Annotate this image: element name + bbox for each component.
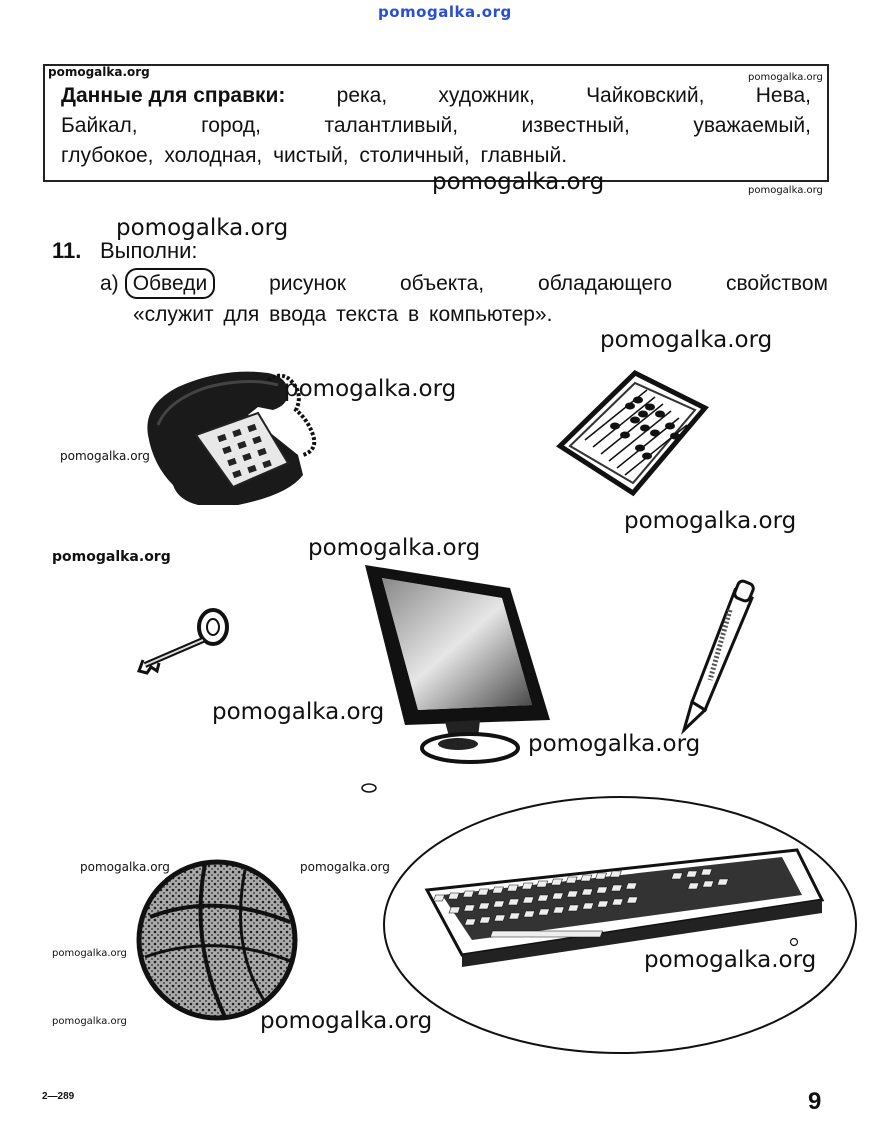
reference-word: город, xyxy=(201,114,261,137)
item-letter: а) xyxy=(100,272,119,295)
keyboard-image xyxy=(382,795,862,1057)
ball-image xyxy=(135,852,300,1027)
watermark: pomogalka.org xyxy=(48,65,150,79)
watermark: pomogalka.org xyxy=(748,185,823,196)
watermark: pomogalka.org xyxy=(748,72,823,83)
reference-line-2 xyxy=(61,114,811,138)
task-number: 11. xyxy=(52,238,82,263)
pen-image xyxy=(670,580,770,740)
circled-word: Обведи xyxy=(125,268,215,299)
abacus-image xyxy=(555,368,710,498)
print-code: 2—289 xyxy=(42,1091,75,1102)
watermark: pomogalka.org xyxy=(300,860,390,874)
page-number: 9 xyxy=(808,1088,822,1115)
watermark: pomogalka.org xyxy=(528,731,701,757)
watermark: pomogalka.org xyxy=(260,1008,433,1034)
watermark: pomogalka.org xyxy=(52,1016,127,1027)
watermark: pomogalka.org xyxy=(80,860,170,874)
reference-word: Чайковский, xyxy=(586,84,705,107)
task-word: объекта, xyxy=(399,272,485,295)
watermark: pomogalka.org xyxy=(60,449,150,463)
watermark: pomogalka.org xyxy=(644,947,817,973)
reference-word: уважаемый, xyxy=(693,114,811,137)
reference-word: Нева, xyxy=(755,84,811,107)
reference-line-1 xyxy=(61,84,811,108)
watermark: pomogalka.org xyxy=(308,535,481,561)
task-word: свойством xyxy=(725,272,828,295)
reference-box xyxy=(43,64,829,182)
watermark: pomogalka.org xyxy=(52,948,127,959)
reference-line-3 xyxy=(61,144,811,168)
reference-word: талантливый, xyxy=(324,114,459,137)
task-word: рисунок xyxy=(269,272,346,295)
watermark: pomogalka.org xyxy=(284,376,457,402)
watermark: pomogalka.org xyxy=(52,549,171,565)
site-header[interactable]: pomogalka.org xyxy=(378,3,512,21)
task-word: обладающего xyxy=(538,272,673,295)
watermark: pomogalka.org xyxy=(624,508,797,534)
reference-words: глубокое, холодная, чистый, столичный, главный. xyxy=(61,144,568,167)
task-item-a-line2: «служит для ввода текста в компьютер». xyxy=(133,303,553,326)
watermark: pomogalka.org xyxy=(116,215,289,241)
reference-heading: Данные для справки: xyxy=(61,84,286,107)
task-title: Выполни: xyxy=(100,238,198,263)
watermark: pomogalka.org xyxy=(600,327,773,353)
reference-word: художник, xyxy=(438,84,535,107)
key-image xyxy=(135,605,235,680)
watermark: pomogalka.org xyxy=(432,169,605,195)
watermark: pomogalka.org xyxy=(212,699,385,725)
reference-word: река, xyxy=(336,84,388,107)
task-item-a-line1 xyxy=(100,272,215,296)
small-oval xyxy=(360,781,380,795)
reference-word: известный, xyxy=(521,114,630,137)
task-item-a xyxy=(100,272,828,296)
reference-word: Байкал, xyxy=(61,114,138,137)
